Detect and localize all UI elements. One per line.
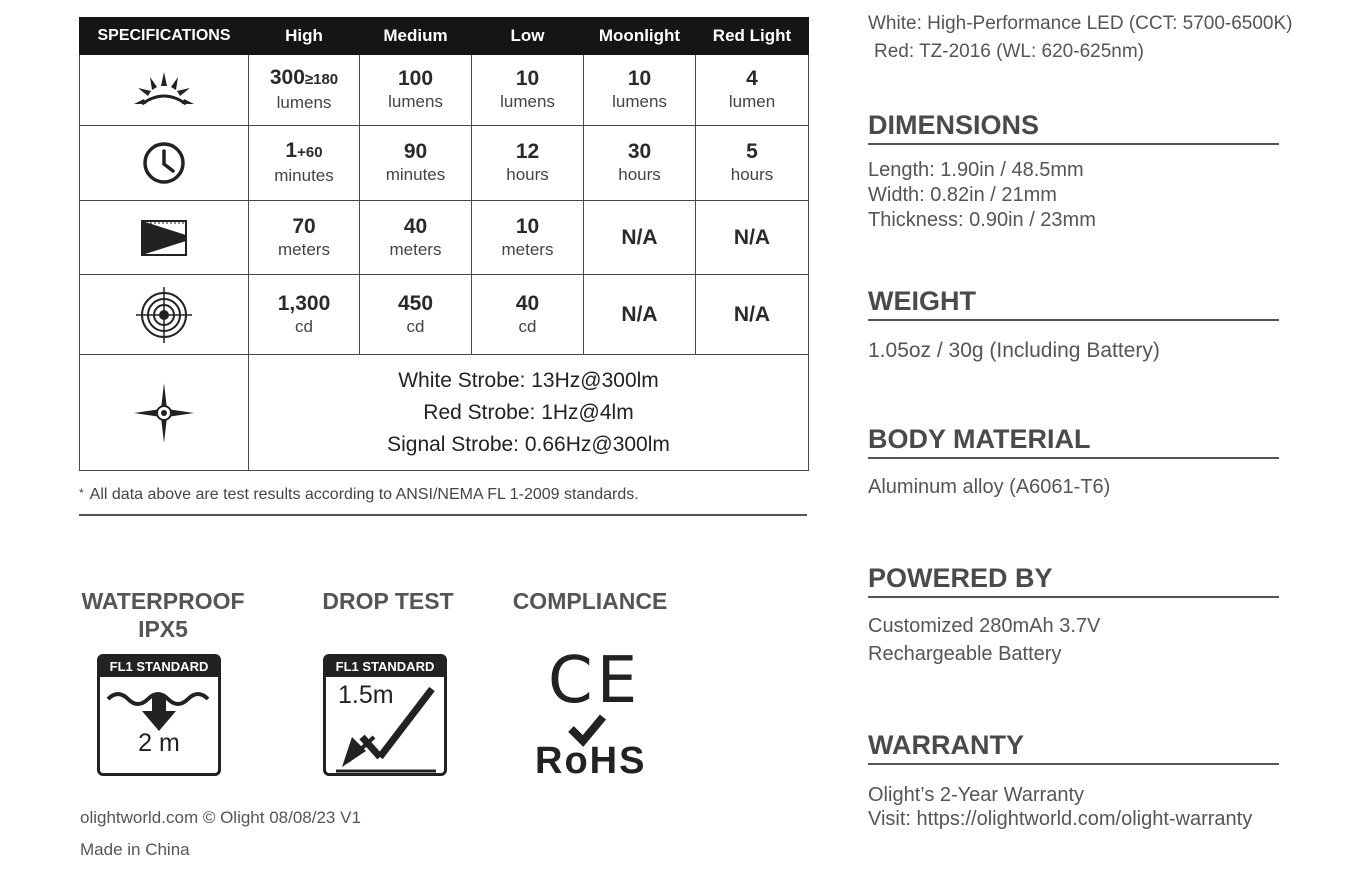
- weight-title: WEIGHT: [868, 285, 1279, 321]
- drop-arrow-icon: [326, 677, 444, 775]
- strobe-modes: [249, 355, 809, 471]
- intensity-moonlight: N/A: [584, 275, 696, 355]
- material-title: BODY MATERIAL: [868, 423, 1279, 459]
- drop-test-title: DROP TEST: [322, 588, 454, 614]
- warranty-link[interactable]: Visit: https://olightworld.com/olight-warranty: [868, 808, 1253, 830]
- dimensions-thickness: Thickness: 0.90in / 23mm: [868, 209, 1096, 231]
- distance-moonlight: N/A: [584, 201, 696, 275]
- brightness-low: 10 lumens: [472, 55, 584, 126]
- header-specifications: SPECIFICATIONS: [80, 18, 249, 55]
- header-low: Low: [472, 18, 584, 55]
- power-title: POWERED BY: [868, 562, 1279, 598]
- runtime-red: 5 hours: [696, 126, 809, 201]
- brightness-high: 300≥180 lumens: [249, 55, 360, 126]
- led-white-spec: White: High-Performance LED (CCT: 5700-6500K): [868, 13, 1293, 34]
- strobe-row: [80, 355, 809, 471]
- waterproof-standard: FL1 STANDARD: [100, 657, 218, 677]
- intensity-row: [80, 275, 809, 355]
- led-red-spec: Red: TZ-2016 (WL: 620-625nm): [874, 41, 1144, 62]
- waterproof-depth: 2 m: [138, 729, 180, 757]
- intensity-red: N/A: [696, 275, 809, 355]
- brightness-moonlight: 10 lumens: [584, 55, 696, 126]
- footnote: * All data above are test results according to ANSI/NEMA FL 1-2009 standards.: [79, 486, 807, 516]
- warranty-line-1: Olight’s 2-Year Warranty: [868, 784, 1085, 806]
- intensity-high: 1,300 cd: [249, 275, 360, 355]
- header-medium: Medium: [360, 18, 472, 55]
- header-moonlight: Moonlight: [584, 18, 696, 55]
- distance-high: 70 meters: [249, 201, 360, 275]
- runtime-row: [80, 126, 809, 201]
- power-line-1: Customized 280mAh 3.7V: [868, 615, 1101, 637]
- material-value: Aluminum alloy (A6061-T6): [868, 476, 1111, 498]
- distance-medium: 40 meters: [360, 201, 472, 275]
- dimensions-length: Length: 1.90in / 48.5mm: [868, 159, 1084, 181]
- footnote-text: All data above are test results according to ANSI/NEMA FL 1-2009 standards.: [89, 486, 639, 503]
- distance-low: 10 meters: [472, 201, 584, 275]
- drop-standard: FL1 STANDARD: [326, 657, 444, 677]
- spec-header-row: [80, 18, 809, 55]
- spec-table: [79, 17, 809, 471]
- distance-red: N/A: [696, 201, 809, 275]
- dimensions-title: DIMENSIONS: [868, 109, 1279, 145]
- brightness-red: 4 lumen: [696, 55, 809, 126]
- runtime-high: 1+60 minutes: [249, 126, 360, 201]
- header-high: High: [249, 18, 360, 55]
- dimensions-width: Width: 0.82in / 21mm: [868, 184, 1057, 206]
- runtime-moonlight: 30 hours: [584, 126, 696, 201]
- compliance-title: COMPLIANCE: [512, 588, 668, 614]
- runtime-low: 12 hours: [472, 126, 584, 201]
- rohs-mark: RoHS: [535, 740, 647, 782]
- brightness-row: [80, 55, 809, 126]
- weight-value: 1.05oz / 30g (Including Battery): [868, 339, 1160, 362]
- drop-height: 1.5m: [338, 681, 394, 709]
- footer-origin: Made in China: [80, 840, 190, 859]
- runtime-medium: 90 minutes: [360, 126, 472, 201]
- header-red-light: Red Light: [696, 18, 809, 55]
- waterproof-badge: [97, 654, 221, 776]
- strobe-signal: Signal Strobe: 0.66Hz@300lm: [387, 432, 670, 456]
- warranty-title: WARRANTY: [868, 729, 1279, 765]
- strobe-white: White Strobe: 13Hz@300lm: [398, 368, 659, 392]
- waterproof-title: WATERPROOF IPX5: [81, 588, 245, 642]
- intensity-low: 40 cd: [472, 275, 584, 355]
- water-drop-arrow-icon: [100, 677, 218, 737]
- brightness-icon: [80, 55, 249, 126]
- strobe-red: Red Strobe: 1Hz@4lm: [423, 400, 634, 424]
- beam-distance-icon: [80, 201, 249, 275]
- ce-mark-icon: CE: [548, 644, 642, 718]
- drop-test-badge: [323, 654, 447, 776]
- strobe-icon: [80, 355, 249, 471]
- brightness-medium: 100 lumens: [360, 55, 472, 126]
- clock-icon: [80, 126, 249, 201]
- intensity-target-icon: [80, 275, 249, 355]
- distance-row: [80, 201, 809, 275]
- intensity-medium: 450 cd: [360, 275, 472, 355]
- footer-copyright: olightworld.com © Olight 08/08/23 V1: [80, 808, 361, 827]
- power-line-2: Rechargeable Battery: [868, 643, 1062, 665]
